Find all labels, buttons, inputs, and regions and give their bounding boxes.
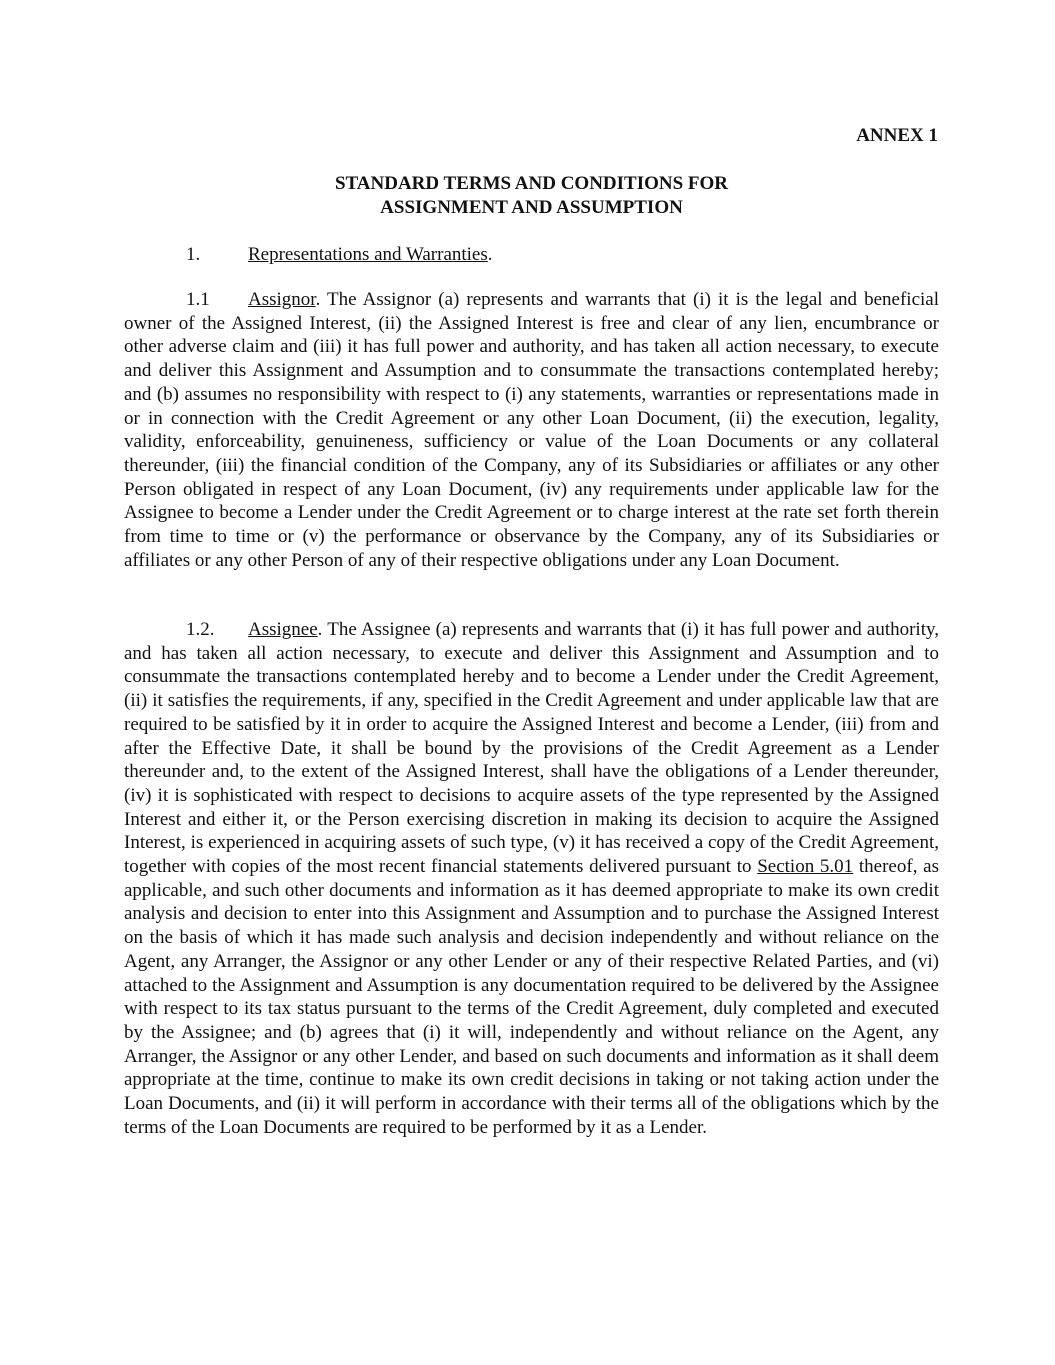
section-1-number: 1. [186, 244, 201, 265]
annex-label: ANNEX 1 [856, 125, 938, 146]
paragraph-1-2-body-part-1: . The Assignee (a) represents and warrants that (i) it has full power and authority, and has taken all action necessary, to execute and deliver this Assignment and Assumption and to consummate the transactions contemplated hereby and to become a Lender under the Credit Agreement, (ii) it satisfies the requirements, if any, specified in the Credit Agreement and under applicable law that are required to be satisfied by it in order to acquire the Assigned Interest and become a Lender, (iii) from and after the Effective Date, it shall be bound by the provisions of the Credit Agreement as a Lender thereunder and, to the extent of the Assigned Interest, shall have the obligations of a Lender thereunder, (iv) it is sophisticated with respect to decisions to acquire assets of the type represented by the Assigned Interest and either it, or the Person exercising discretion in making its decision to acquire the Assigned Interest, is experienced in acquiring assets of such type, (v) it has received a copy of the Credit Agreement, together with copies of the most recent financial statements delivered pursuant to [124, 619, 939, 878]
title-line-1: STANDARD TERMS AND CONDITIONS FOR [334, 173, 729, 194]
paragraph-1-2-body-part-2: thereof, as applicable, and such other documents and information as it has deemed appropriate to make its own credit analysis and decision to enter into this Assignment and Assumption and to purchase the Assigned Interest on the basis of which it has made such analysis and decision independently and without reliance on the Agent, any Arranger, the Assignor or any other Lender or any of their respective Related Parties, and (vi) attached to the Assignment and Assumption is any documentation required to be delivered by the Assignee with respect to its tax status pursuant to the terms of the Credit Agreement, duly completed and executed by the Assignee; and (b) agrees that (i) it will, independently and without reliance on the Agent, any Arranger, the Assignor or any other Lender, and based on such documents and information as it shall deem appropriate at the time, continue to make its own credit decisions in taking or not taking action under the Loan Documents, and (ii) it will perform in accordance with their terms all of the obligations which by the terms of the Loan Documents are required to be performed by it as a Lender. [124, 856, 939, 1138]
section-reference: Section 5.01 [757, 856, 854, 878]
paragraph-1-2-heading: Assignee [248, 619, 318, 640]
paragraph-1-1 [124, 288, 939, 572]
document-title [124, 172, 939, 220]
paragraph-1-2 [124, 618, 939, 1139]
section-1-title-punct: . [487, 244, 493, 265]
section-1-title: Representations and Warranties [248, 244, 488, 265]
paragraph-1-2-number: 1.2. [186, 619, 215, 640]
section-1-heading [186, 243, 493, 267]
paragraph-1-1-number: 1.1 [186, 289, 210, 310]
paragraph-1-1-heading: Assignor [248, 289, 316, 310]
paragraph-1-1-body: . The Assignor (a) represents and warrants that (i) it is the legal and beneficial owner of the Assigned Interest, (ii) the Assigned Interest is free and clear of any lien, encumbrance or other adverse claim and (iii) it has full power and authority, and has taken all action necessary, to execute and deliver this Assignment and Assumption and to consummate the transactions contemplated hereby; and (b) assumes no responsibility with respect to (i) any statements, warranties or representations made in or in connection with the Credit Agreement or any other Loan Document, (ii) the execution, legality, validity, enforceability, genuineness, sufficiency or value of the Loan Documents or any collateral thereunder, (iii) the financial condition of the Company, any of its Subsidiaries or affiliates or any other Person obligated in respect of any Loan Document, (iv) any requirements under applicable law for the Assignee to become a Lender under the Credit Agreement or to charge interest at the rate set forth therein from time to time or (v) the performance or observance by the Company, any of its Subsidiaries or affiliates or any other Person of any of their respective obligations under any Loan Document. [124, 289, 939, 571]
title-line-2: ASSIGNMENT AND ASSUMPTION [380, 197, 683, 218]
